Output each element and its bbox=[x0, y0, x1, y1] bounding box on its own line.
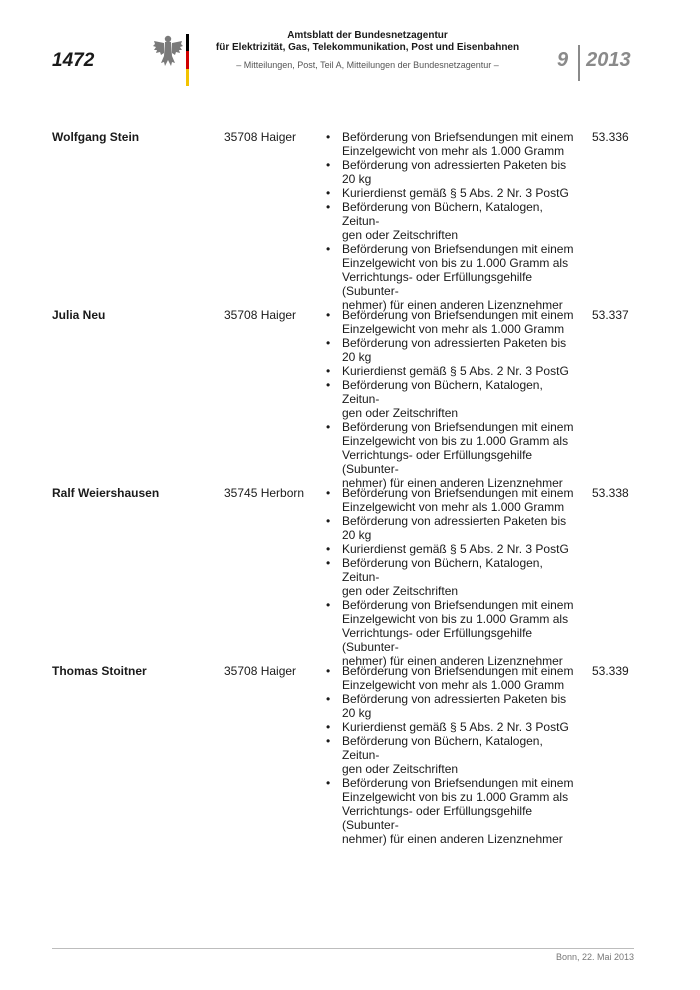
publication-title: Amtsblatt der Bundesnetzagentur bbox=[287, 30, 448, 41]
service-text-line: gen oder Zeitschriften bbox=[342, 584, 459, 598]
licensee-list bbox=[52, 130, 642, 846]
service-text-line: nehmer) für einen anderen Lizenznehmer bbox=[342, 476, 563, 490]
licensee-name: Wolfgang Stein bbox=[52, 130, 140, 144]
service-text-line: • Beförderung von Briefsendungen mit einem bbox=[342, 486, 574, 500]
issue-year: 2013 bbox=[586, 49, 631, 71]
service-text-line: nehmer) für einen anderen Lizenznehmer bbox=[342, 832, 563, 846]
service-text-line: Verrichtungs- oder Erfüllungsgehilfe (Subunter- bbox=[342, 804, 533, 832]
service-item bbox=[324, 200, 580, 242]
service-text-line: nehmer) für einen anderen Lizenznehmer bbox=[342, 654, 563, 668]
service-item bbox=[324, 420, 580, 490]
service-item bbox=[324, 364, 580, 378]
issue-divider bbox=[578, 45, 580, 81]
licensee-location: 35708 Haiger bbox=[224, 664, 297, 678]
footer-divider bbox=[52, 948, 634, 949]
service-text-line: • Beförderung von Büchern, Katalogen, Zeitun- bbox=[342, 378, 543, 406]
flag-stripe bbox=[186, 34, 189, 86]
service-text-line: 20 kg bbox=[342, 528, 372, 542]
licensee-location: 35708 Haiger bbox=[224, 308, 297, 322]
service-item bbox=[324, 242, 580, 312]
list-item bbox=[52, 308, 642, 490]
service-item bbox=[324, 378, 580, 420]
flag-stripe-black bbox=[186, 34, 189, 51]
license-number: 53.336 bbox=[592, 130, 629, 144]
service-item bbox=[324, 336, 580, 364]
service-text-line: • Kurierdienst gemäß § 5 Abs. 2 Nr. 3 PostG bbox=[342, 186, 569, 200]
service-item bbox=[324, 734, 580, 776]
service-text-line: • Beförderung von adressierten Paketen bis bbox=[342, 158, 567, 172]
service-text-line: • Beförderung von Büchern, Katalogen, Zeitun- bbox=[342, 734, 543, 762]
license-number: 53.337 bbox=[592, 308, 629, 322]
licensee-name: Thomas Stoitner bbox=[52, 664, 147, 678]
service-item bbox=[324, 692, 580, 720]
service-text-line: • Beförderung von adressierten Paketen bis bbox=[342, 514, 567, 528]
service-text-line: 20 kg bbox=[342, 172, 372, 186]
issue-number: 9 bbox=[557, 49, 569, 71]
service-item bbox=[324, 556, 580, 598]
service-list bbox=[324, 308, 580, 490]
service-text-line: • Beförderung von Briefsendungen mit einem bbox=[342, 242, 574, 256]
licensee-location: 35745 Herborn bbox=[224, 486, 305, 500]
service-text-line: • Beförderung von Büchern, Katalogen, Zeitun- bbox=[342, 556, 543, 584]
publication-title-sub: für Elektrizität, Gas, Telekommunikation, Post und Eisenbahnen bbox=[215, 42, 520, 53]
service-text-line: Einzelgewicht von mehr als 1.000 Gramm bbox=[342, 322, 565, 336]
service-text-line: Verrichtungs- oder Erfüllungsgehilfe (Subunter- bbox=[342, 270, 533, 298]
service-list bbox=[324, 664, 580, 846]
service-text-line: • Beförderung von adressierten Paketen bis bbox=[342, 692, 567, 706]
license-number: 53.338 bbox=[592, 486, 629, 500]
service-item bbox=[324, 486, 580, 514]
service-text-line: • Beförderung von Büchern, Katalogen, Zeitun- bbox=[342, 200, 543, 228]
footer-date: Bonn, 22. Mai 2013 bbox=[555, 952, 634, 962]
service-list bbox=[324, 130, 580, 312]
service-text-line: • Beförderung von Briefsendungen mit einem bbox=[342, 776, 574, 790]
license-number: 53.339 bbox=[592, 664, 629, 678]
service-text-line: 20 kg bbox=[342, 706, 372, 720]
service-text-line: • Beförderung von Briefsendungen mit einem bbox=[342, 598, 574, 612]
service-item bbox=[324, 542, 580, 556]
service-text-line: • Kurierdienst gemäß § 5 Abs. 2 Nr. 3 PostG bbox=[342, 720, 569, 734]
service-text-line: Einzelgewicht von mehr als 1.000 Gramm bbox=[342, 144, 565, 158]
service-item bbox=[324, 514, 580, 542]
issue-label bbox=[557, 45, 631, 81]
service-text-line: Einzelgewicht von bis zu 1.000 Gramm als bbox=[342, 434, 569, 448]
page-number: 1472 bbox=[52, 50, 95, 71]
service-text-line: • Kurierdienst gemäß § 5 Abs. 2 Nr. 3 PostG bbox=[342, 542, 569, 556]
flag-stripe-red bbox=[186, 51, 189, 68]
service-text-line: • Beförderung von Briefsendungen mit einem bbox=[342, 420, 574, 434]
service-text-line: gen oder Zeitschriften bbox=[342, 228, 459, 242]
service-text-line: Verrichtungs- oder Erfüllungsgehilfe (Subunter- bbox=[342, 448, 533, 476]
service-text-line: Einzelgewicht von mehr als 1.000 Gramm bbox=[342, 678, 565, 692]
list-item bbox=[52, 130, 642, 312]
service-text-line: gen oder Zeitschriften bbox=[342, 762, 459, 776]
service-item bbox=[324, 158, 580, 186]
service-item bbox=[324, 664, 580, 692]
service-item bbox=[324, 776, 580, 846]
list-item bbox=[52, 486, 642, 668]
service-text-line: Einzelgewicht von bis zu 1.000 Gramm als bbox=[342, 790, 569, 804]
service-text-line: Verrichtungs- oder Erfüllungsgehilfe (Subunter- bbox=[342, 626, 533, 654]
service-item bbox=[324, 130, 580, 158]
service-text-line: Einzelgewicht von bis zu 1.000 Gramm als bbox=[342, 612, 569, 626]
licensee-location: 35708 Haiger bbox=[224, 130, 297, 144]
service-text-line: Einzelgewicht von bis zu 1.000 Gramm als bbox=[342, 256, 569, 270]
licensee-name: Ralf Weiershausen bbox=[52, 486, 160, 500]
licensee-name: Julia Neu bbox=[52, 308, 106, 322]
service-text-line: Einzelgewicht von mehr als 1.000 Gramm bbox=[342, 500, 565, 514]
service-text-line: • Beförderung von adressierten Paketen bis bbox=[342, 336, 567, 350]
masthead bbox=[200, 30, 535, 70]
federal-eagle-icon bbox=[152, 33, 184, 69]
service-text-line: • Beförderung von Briefsendungen mit einem bbox=[342, 308, 574, 322]
service-text-line: gen oder Zeitschriften bbox=[342, 406, 459, 420]
service-text-line: • Kurierdienst gemäß § 5 Abs. 2 Nr. 3 PostG bbox=[342, 364, 569, 378]
service-item bbox=[324, 598, 580, 668]
list-item bbox=[52, 664, 642, 846]
section-subtitle: – Mitteilungen, Post, Teil A, Mitteilungen der Bundesnetzagentur – bbox=[236, 60, 499, 70]
service-text-line: 20 kg bbox=[342, 350, 372, 364]
service-list bbox=[324, 486, 580, 668]
service-text-line: nehmer) für einen anderen Lizenznehmer bbox=[342, 298, 563, 312]
service-item bbox=[324, 720, 580, 734]
service-item bbox=[324, 308, 580, 336]
service-text-line: • Beförderung von Briefsendungen mit einem bbox=[342, 664, 574, 678]
service-text-line: • Beförderung von Briefsendungen mit einem bbox=[342, 130, 574, 144]
flag-stripe-gold bbox=[186, 69, 189, 86]
service-item bbox=[324, 186, 580, 200]
